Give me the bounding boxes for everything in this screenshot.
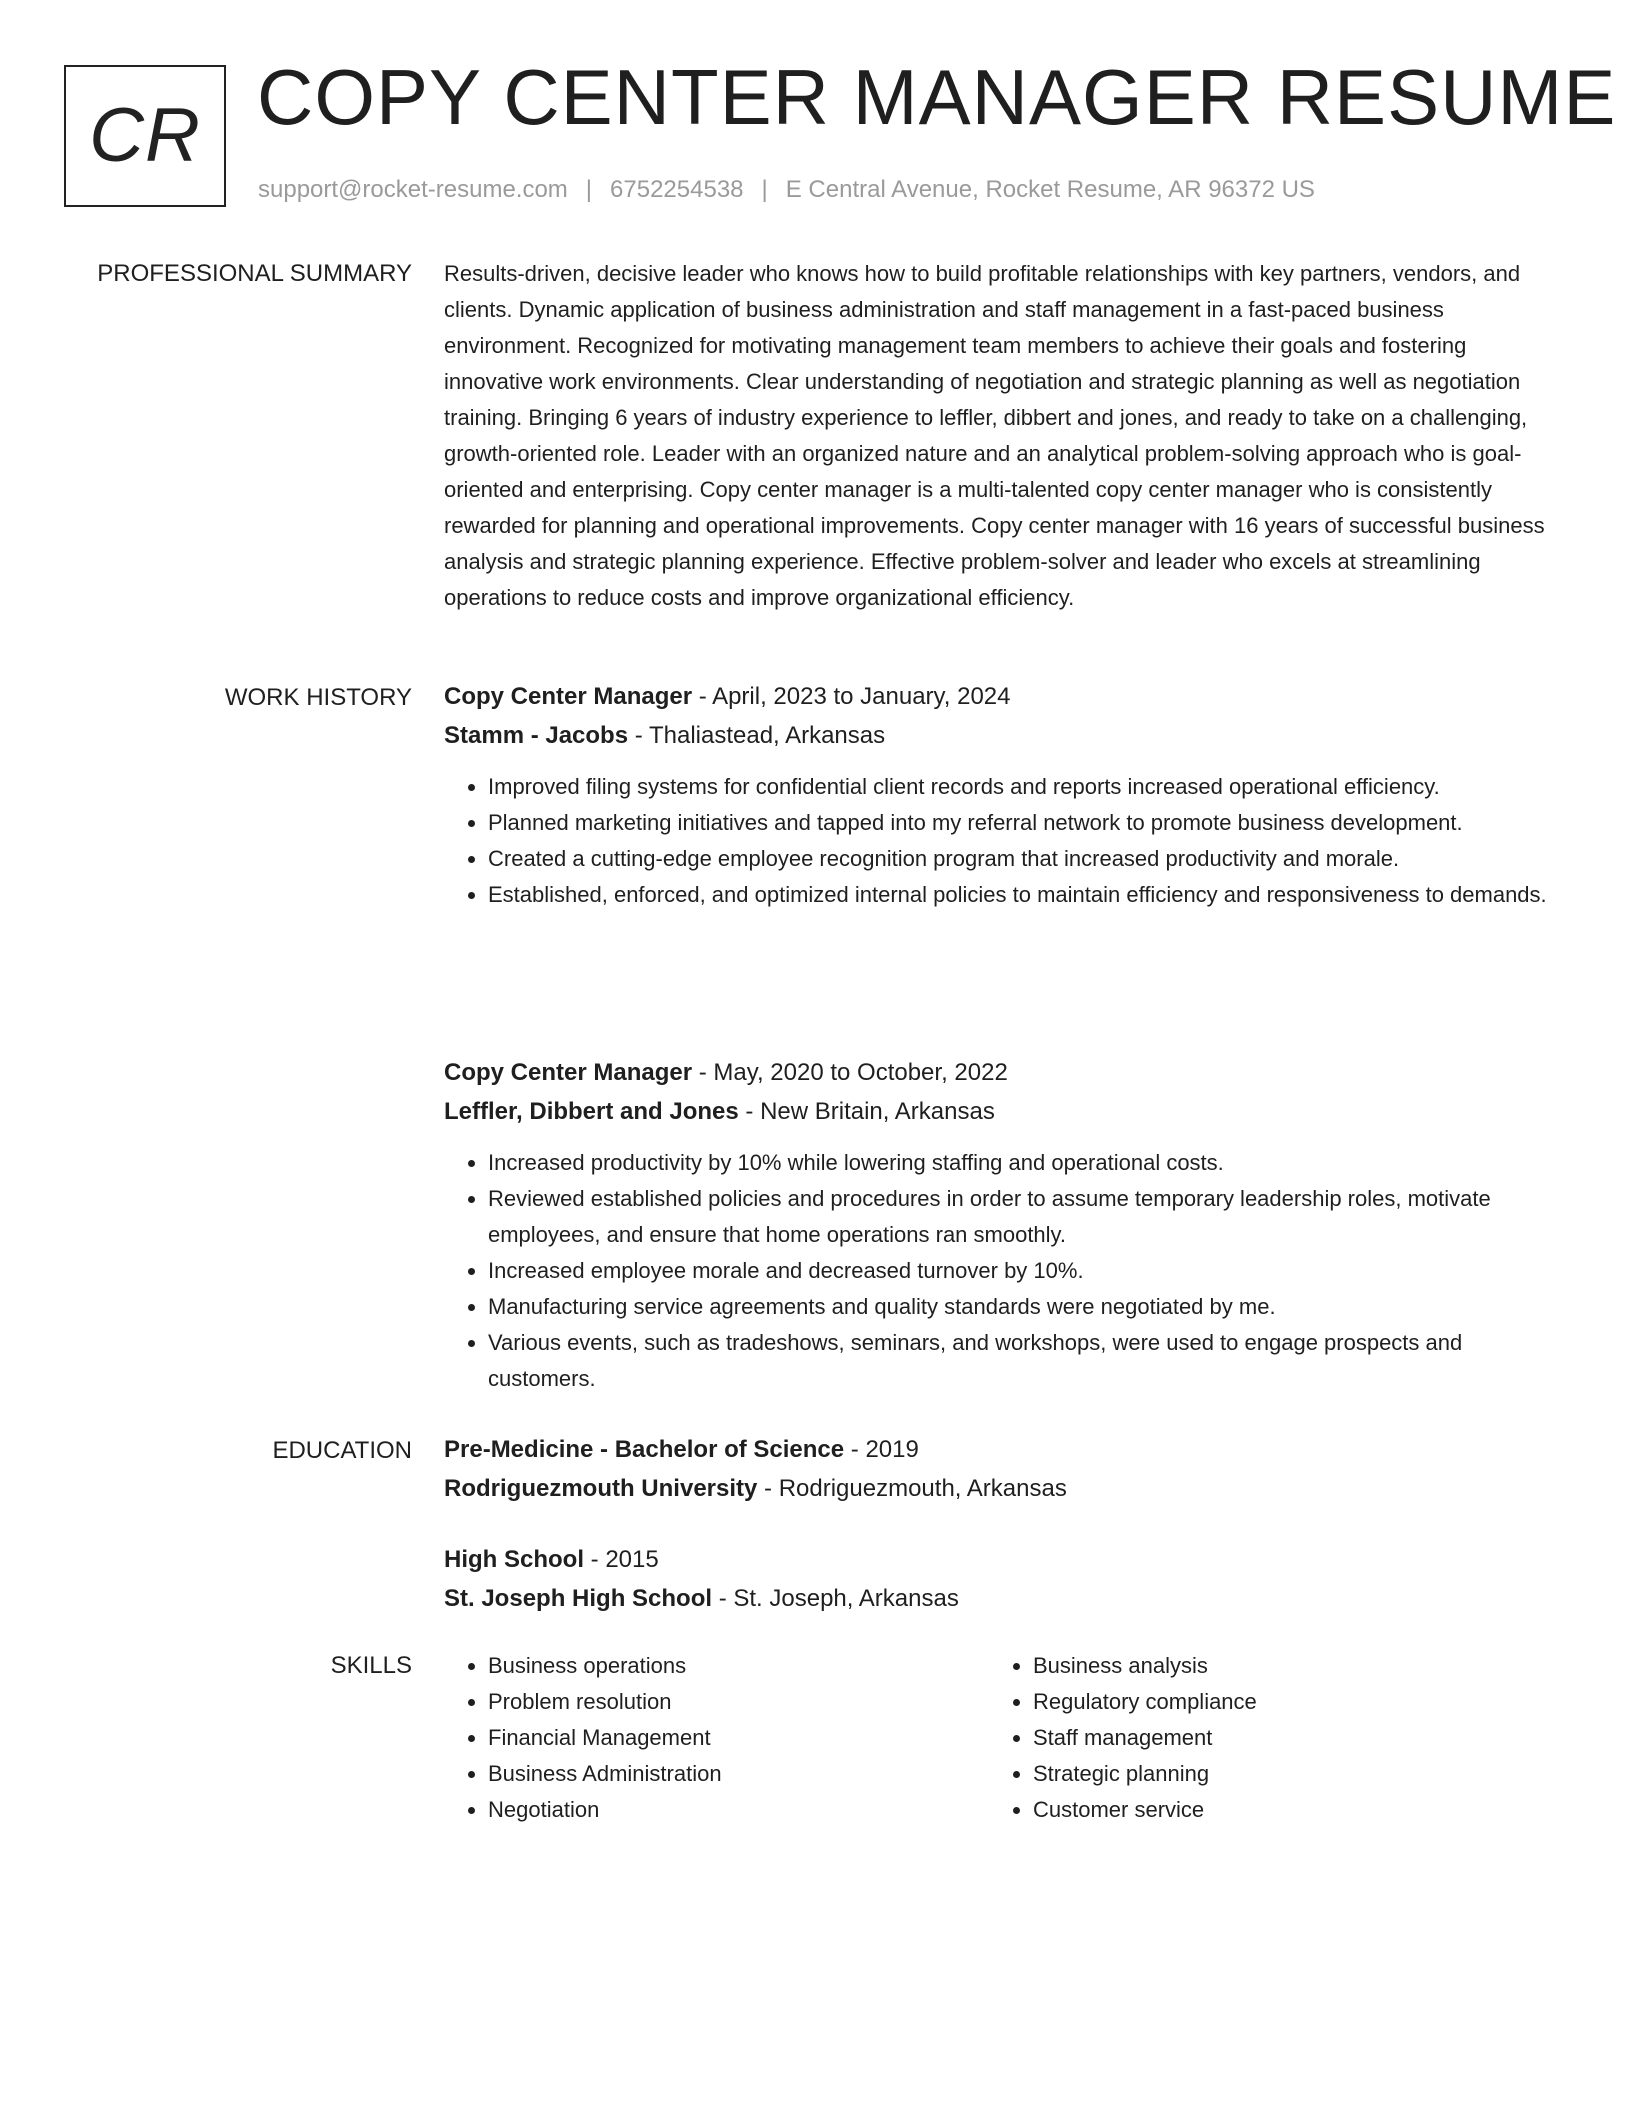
contact-email[interactable]: support@rocket-resume.com bbox=[258, 176, 568, 203]
degree-year: - 2015 bbox=[584, 1546, 659, 1573]
list-item: • Staff management bbox=[1033, 1720, 1509, 1756]
school-location: - Rodriguezmouth, Arkansas bbox=[757, 1475, 1067, 1502]
skills-list bbox=[444, 1648, 964, 1828]
education-entry bbox=[444, 1540, 1556, 1618]
list-item: • Customer service bbox=[1033, 1792, 1509, 1828]
school-line bbox=[444, 1469, 1556, 1508]
job-bullets bbox=[444, 1145, 1556, 1397]
job-title-line bbox=[444, 1053, 1556, 1092]
contact-separator: | bbox=[585, 176, 593, 203]
section-label-work: WORK HISTORY bbox=[224, 684, 412, 711]
list-item: • Various events, such as tradeshows, seminars, and workshops, were used to engage prospects and customers. bbox=[488, 1325, 1556, 1397]
job-location: - Thaliastead, Arkansas bbox=[628, 722, 886, 749]
section-label-skills: SKILLS bbox=[330, 1652, 412, 1679]
list-item: • Increased productivity by 10% while lowering staffing and operational costs. bbox=[488, 1145, 1556, 1181]
degree-line bbox=[444, 1430, 1556, 1469]
monogram-box bbox=[64, 65, 226, 207]
contact-line bbox=[258, 176, 1315, 205]
resume-title: COPY CENTER MANAGER RESUME bbox=[257, 53, 1617, 141]
monogram-initials: CR bbox=[89, 93, 201, 178]
job-dates: - April, 2023 to January, 2024 bbox=[692, 683, 1011, 710]
degree: Pre-Medicine - Bachelor of Science bbox=[444, 1436, 845, 1463]
job-company-line bbox=[444, 716, 1556, 755]
list-item: • Improved filing systems for confidential client records and reports increased operational efficiency. bbox=[488, 769, 1556, 805]
degree-line bbox=[444, 1540, 1556, 1579]
list-item: • Manufacturing service agreements and quality standards were negotiated by me. bbox=[488, 1289, 1556, 1325]
list-item: • Business Administration bbox=[488, 1756, 964, 1792]
job-location: - New Britain, Arkansas bbox=[738, 1098, 995, 1125]
list-item: • Established, enforced, and optimized internal policies to maintain efficiency and responsiveness to demands. bbox=[488, 877, 1556, 913]
job-company-line bbox=[444, 1092, 1556, 1131]
job-title: Copy Center Manager bbox=[444, 1059, 693, 1086]
contact-address: E Central Avenue, Rocket Resume, AR 96372 US bbox=[785, 176, 1315, 203]
job-entry bbox=[444, 677, 1556, 913]
section-label-education: EDUCATION bbox=[272, 1437, 412, 1464]
job-title: Copy Center Manager bbox=[444, 683, 693, 710]
school: St. Joseph High School bbox=[444, 1585, 713, 1612]
job-bullets bbox=[444, 769, 1556, 913]
list-item: • Business operations bbox=[488, 1648, 964, 1684]
skills-section bbox=[444, 1648, 1556, 1848]
summary-section bbox=[444, 256, 1556, 616]
list-item: • Planned marketing initiatives and tapped into my referral network to promote business development. bbox=[488, 805, 1556, 841]
skills-list bbox=[989, 1648, 1509, 1828]
job-company: Stamm - Jacobs bbox=[444, 722, 629, 749]
list-item: • Regulatory compliance bbox=[1033, 1684, 1509, 1720]
skills-column-left bbox=[444, 1648, 964, 1828]
degree: High School bbox=[444, 1546, 584, 1573]
summary-text: Results-driven, decisive leader who knows how to build profitable relationships with key partners, vendors, and clients. Dynamic application of business administration and staff management in a fast-paced business environment. Recognized for motivating management team members to achieve their goals and fostering innovative work environments. Clear understanding of negotiation and strategic planning as well as negotiation training. Bringing 6 years of industry experience to leffler, dibbert and jones, and ready to take on a challenging, growth-oriented role. Leader with an organized nature and an analytical problem-solving approach who is goal-oriented and enterprising. Copy center manager is a multi-talented copy center manager who is consistently rewarded for planning and operational improvements. Copy center manager with 16 years of successful business analysis and strategic planning experience. Effective problem-solver and leader who excels at streamlining operations to reduce costs and improve organizational efficiency. bbox=[444, 261, 1545, 610]
contact-separator: | bbox=[761, 176, 768, 203]
list-item: • Negotiation bbox=[488, 1792, 964, 1828]
education-entry bbox=[444, 1430, 1556, 1508]
skills-column-right bbox=[989, 1648, 1509, 1828]
list-item: • Financial Management bbox=[488, 1720, 964, 1756]
school-location: - St. Joseph, Arkansas bbox=[712, 1585, 959, 1612]
list-item: • Strategic planning bbox=[1033, 1756, 1509, 1792]
school-line bbox=[444, 1579, 1556, 1618]
contact-phone[interactable]: 6752254538 bbox=[610, 176, 744, 203]
job-dates: - May, 2020 to October, 2022 bbox=[692, 1059, 1008, 1086]
job-entry bbox=[444, 1053, 1556, 1397]
list-item: • Problem resolution bbox=[488, 1684, 964, 1720]
school: Rodriguezmouth University bbox=[444, 1475, 758, 1502]
list-item: • Business analysis bbox=[1033, 1648, 1509, 1684]
degree-year: - 2019 bbox=[844, 1436, 919, 1463]
job-title-line bbox=[444, 677, 1556, 716]
list-item: • Increased employee morale and decreased turnover by 10%. bbox=[488, 1253, 1556, 1289]
list-item: • Created a cutting-edge employee recognition program that increased productivity and morale. bbox=[488, 841, 1556, 877]
list-item: • Reviewed established policies and procedures in order to assume temporary leadership roles, motivate employees, and ensure that home operations ran smoothly. bbox=[488, 1181, 1556, 1253]
job-company: Leffler, Dibbert and Jones bbox=[444, 1098, 739, 1125]
section-label-summary: PROFESSIONAL SUMMARY bbox=[97, 260, 412, 287]
